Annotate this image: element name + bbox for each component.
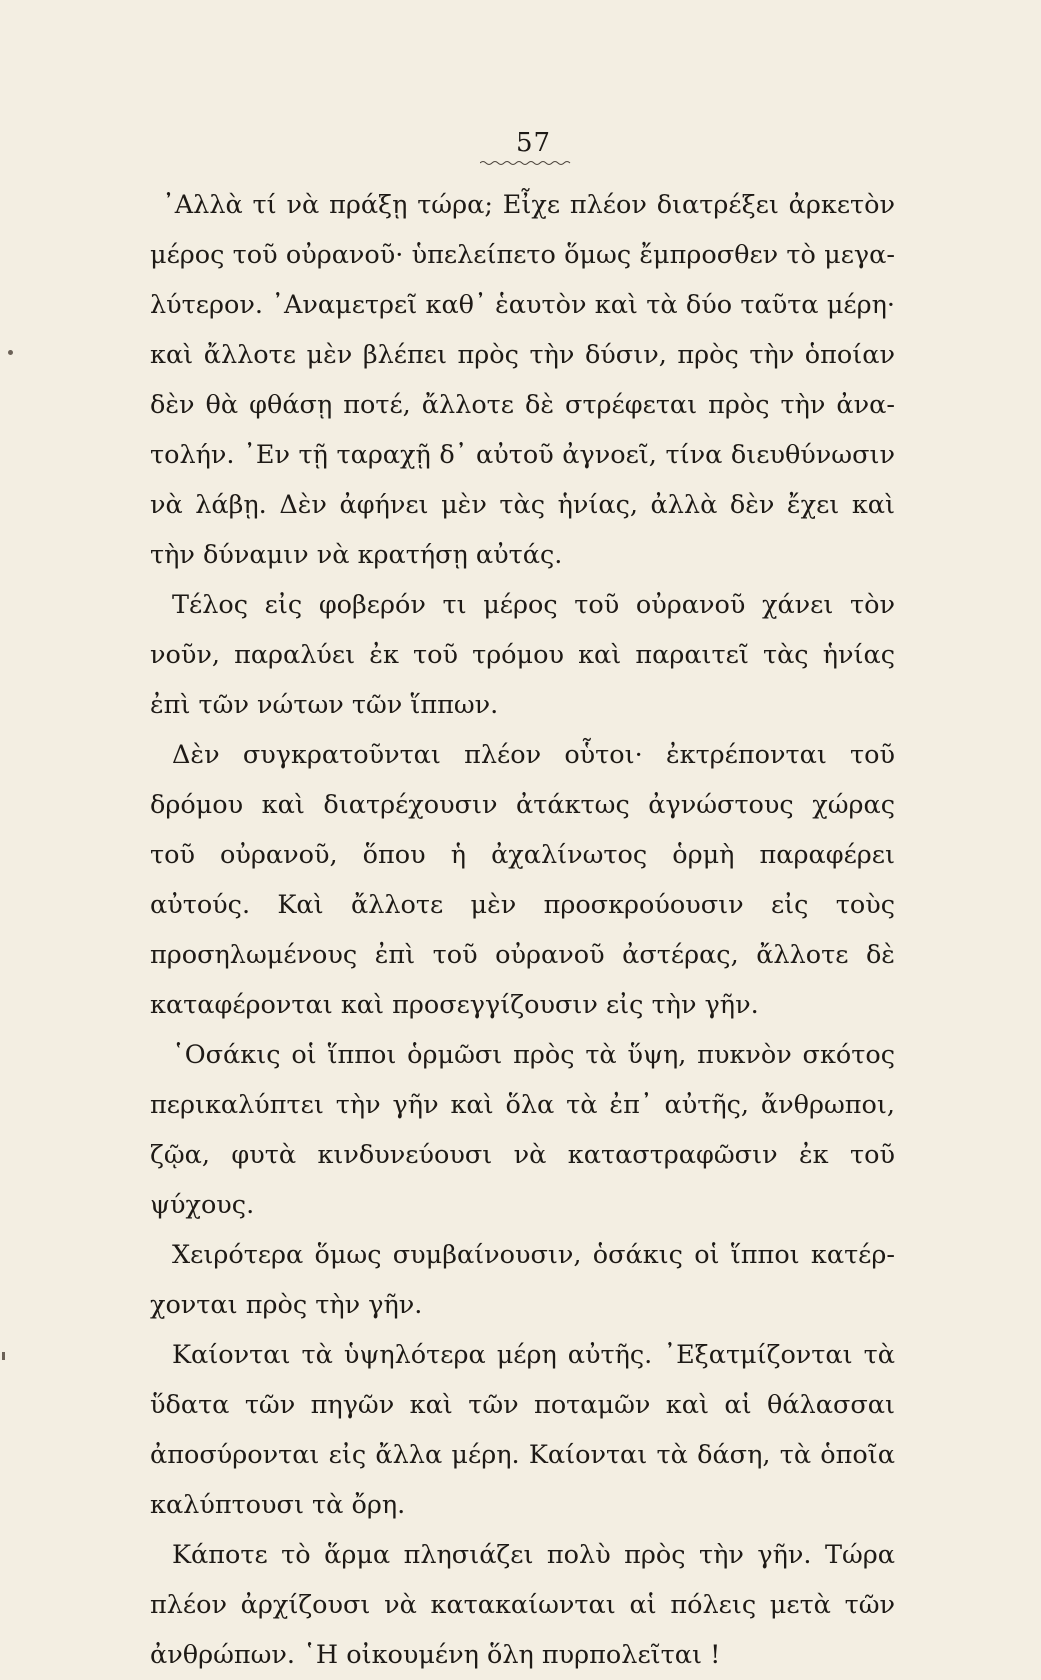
paragraph: Καίονται τὰ ὑψηλότερα μέρη αὐτῆς. ᾿Εξατμίζονται τὰ ὕδατα τῶν πηγῶν καὶ τῶν ποταμῶν καὶ αἱ θάλασσαι ἀποσύρονται εἰς ἄλλα μέρη. Καίονται τὰ δάση, τὰ ὁποῖα καλύπτουσι τὰ ὄρη. — [150, 1340, 895, 1520]
paragraph: Χειρότερα ὅμως συμβαίνουσιν, ὁσάκις οἱ ἵπποι κατέρχονται πρὸς τὴν γῆν. — [150, 1240, 895, 1320]
paragraph: ᾿Αλλὰ τί νὰ πράξῃ τώρα; Εἶχε πλέον διατρέξει ἀρκετὸν μέρος τοῦ οὐρανοῦ· ὑπελείπετο ὅμως ἔμπροσθεν τὸ μεγαλύτερον. ᾿Αναμετρεῖ καθ᾿ ἑαυτὸν καὶ τὰ δύο ταῦτα μέρη· καὶ ἄλλοτε μὲν βλέπει πρὸς τὴν δύσιν, πρὸς τὴν ὁποίαν δὲν θὰ φθάσῃ ποτέ, ἄλλοτε δὲ στρέφεται πρὸς τὴν ἀνατολήν. ᾿Εν τῇ ταραχῇ δ᾿ αὐτοῦ ἀγνοεῖ, τίνα διευθύνωσιν νὰ λάβῃ. Δὲν ἀφήνει μὲν τὰς ἡνίας, ἀλλὰ δὲν ἔχει καὶ τὴν δύναμιν νὰ κρατήσῃ αὐτάς. — [150, 190, 895, 570]
margin-mark — [2, 1352, 5, 1360]
margin-mark — [8, 350, 13, 355]
page-number: 57 — [515, 128, 552, 158]
paragraph: Τέλος εἰς φοβερόν τι μέρος τοῦ οὐρανοῦ χάνει τὸν νοῦν, παραλύει ἐκ τοῦ τρόμου καὶ παραιτεῖ τὰς ἡνίας ἐπὶ τῶν νώτων τῶν ἵππων. — [150, 590, 895, 720]
body-text — [150, 180, 895, 1680]
paragraph: Δὲν συγκρατοῦνται πλέον οὗτοι· ἐκτρέπονται τοῦ δρόμου καὶ διατρέχουσιν ἀτάκτως ἀγνώστους χώρας τοῦ οὐρανοῦ, ὅπου ἡ ἀχαλίνωτος ὁρμὴ παραφέρει αὐτούς. Καὶ ἄλλοτε μὲν προσκρούουσιν εἰς τοὺς προσηλωμένους ἐπὶ τοῦ οὐρανοῦ ἀστέρας, ἄλλοτε δὲ καταφέρονται καὶ προσεγγίζουσιν εἰς τὴν γῆν. — [150, 740, 895, 1020]
paragraph: ῾Οσάκις οἱ ἵπποι ὁρμῶσι πρὸς τὰ ὕψη, πυκνὸν σκότος περικαλύπτει τὴν γῆν καὶ ὅλα τὰ ἐπ᾿ αὐτῆς, ἄνθρωποι, ζῷα, φυτὰ κινδυνεύουσι νὰ καταστραφῶσιν ἐκ τοῦ ψύχους. — [150, 1040, 895, 1220]
page-number-ornament — [480, 160, 572, 166]
paragraph: Κάποτε τὸ ἅρμα πλησιάζει πολὺ πρὸς τὴν γῆν. Τώρα πλέον ἀρχίζουσι νὰ κατακαίωνται αἱ πόλεις μετὰ τῶν ἀνθρώπων. ῾Η οἰκουμένη ὅλη πυρπολεῖται ! — [150, 1540, 895, 1670]
